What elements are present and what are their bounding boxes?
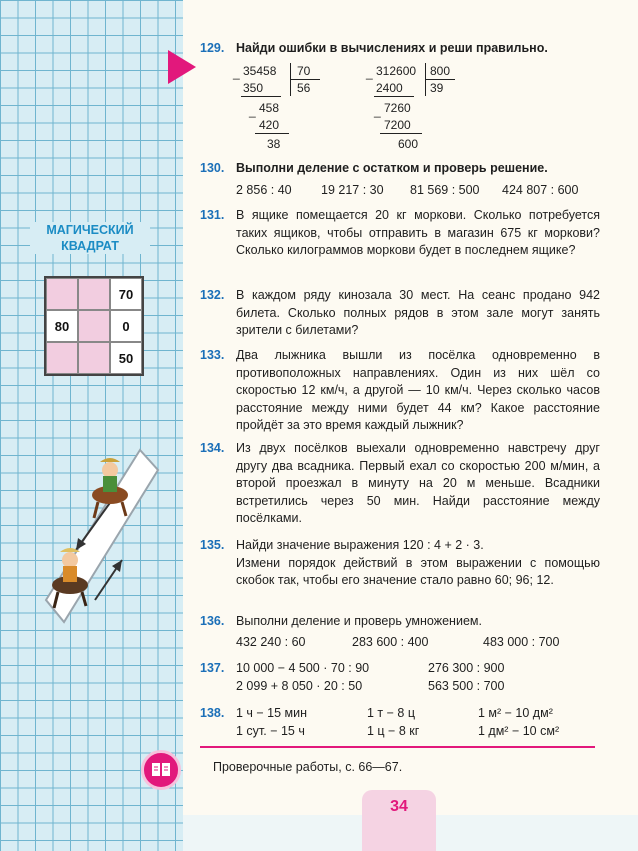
task-text: Найди ошибки в вычислениях и реши правильно. bbox=[236, 41, 548, 55]
divisor: 70 bbox=[297, 64, 311, 78]
book-icon bbox=[141, 750, 181, 790]
task-number: 136. bbox=[200, 614, 225, 628]
expression: 10 000 − 4 500 · 70 : 90 bbox=[236, 661, 370, 675]
expression: 19 217 : 30 bbox=[321, 183, 384, 197]
expression: 1 м² − 10 дм² bbox=[478, 706, 553, 720]
expression: 276 300 : 900 bbox=[428, 661, 505, 675]
expression: 1 дм² − 10 см² bbox=[478, 724, 560, 738]
expression: 1 т − 8 ц bbox=[367, 706, 415, 720]
remainder: 38 bbox=[267, 137, 281, 151]
page-number: 34 bbox=[390, 798, 408, 815]
quotient: 56 bbox=[297, 81, 311, 95]
dividend: 35458 bbox=[243, 64, 277, 78]
subtrahend: 2400 bbox=[376, 81, 403, 95]
magic-square-cell: 50 bbox=[110, 342, 142, 374]
task-number: 135. bbox=[200, 538, 225, 552]
pink-triangle-arrow-icon bbox=[168, 50, 196, 84]
magic-square-cell bbox=[46, 278, 78, 310]
task-text: Выполни деление и проверь умножением. bbox=[236, 614, 482, 628]
remainder: 7260 bbox=[384, 101, 411, 115]
expression: 2 099 + 8 050 · 20 : 50 bbox=[236, 679, 363, 693]
magic-square-cell: 80 bbox=[46, 310, 78, 342]
grid-margin bbox=[0, 0, 183, 851]
riders-illustration bbox=[40, 440, 160, 625]
task-text: Выполни деление с остатком и проверь решение. bbox=[236, 161, 548, 175]
expression: 1 ч − 15 мин bbox=[236, 706, 308, 720]
expression: 1 ц − 8 кг bbox=[367, 724, 420, 738]
task-text: В ящике помещается 20 кг моркови. Сколько потребуется таких ящиков, чтобы отправить в магазин 675 кг моркови? Сколько килограммов моркови будет в последнем ящике? bbox=[236, 208, 600, 257]
task-number: 133. bbox=[200, 348, 225, 362]
task-number: 131. bbox=[200, 208, 225, 222]
dividend: 312600 bbox=[376, 64, 417, 78]
task-number: 132. bbox=[200, 288, 225, 302]
magic-square-cell bbox=[78, 278, 110, 310]
subtrahend: 350 bbox=[243, 81, 264, 95]
remainder: 600 bbox=[398, 137, 419, 151]
magic-square-cell bbox=[46, 342, 78, 374]
magic-square-cell bbox=[78, 342, 110, 374]
magic-square-title: МАГИЧЕСКИЙ КВАДРАТ bbox=[30, 222, 150, 254]
task-text: В каждом ряду кинозала 30 мест. На сеанс продано 942 билета. Сколько полных рядов в этом зале могут занять зрители с билетами? bbox=[236, 288, 600, 337]
quotient: 39 bbox=[430, 81, 444, 95]
task-text: Измени порядок действий в этом выражении с помощью скобок так, чтобы его значение стало равно 60; 96; 12. bbox=[236, 555, 600, 587]
task-text: Два лыжника вышли из посёлка одновременно в противоположных направлениях. Один из них шёл со скоростью 12 км/ч, а другой — 10 км/ч. Через сколько часов расстояние между ними будет 44 км? Какое расстояние пройдёт за это время каждый лыжник? bbox=[236, 348, 600, 432]
expression: 563 500 : 700 bbox=[428, 679, 505, 693]
long-division-2: _ 312600 800 2400 39 _ 7260 7200 600 bbox=[366, 63, 486, 158]
magic-square-cell bbox=[78, 310, 110, 342]
expression: 483 000 : 700 bbox=[483, 635, 560, 649]
expression: 283 600 : 400 bbox=[352, 635, 429, 649]
separator-line bbox=[200, 746, 595, 748]
task-number: 129. bbox=[200, 41, 225, 55]
expression: 424 807 : 600 bbox=[502, 183, 579, 197]
footer-text: Проверочные работы, с. 66—67. bbox=[213, 760, 403, 774]
task-number: 130. bbox=[200, 161, 225, 175]
expression: 2 856 : 40 bbox=[236, 183, 292, 197]
magic-square bbox=[44, 276, 144, 376]
task-text: Найди значение выражения 120 : 4 + 2 · 3. bbox=[236, 538, 484, 552]
expression: 432 240 : 60 bbox=[236, 635, 306, 649]
remainder: 458 bbox=[259, 101, 280, 115]
task-text: Из двух посёлков выехали одновременно навстречу друг другу два всадника. Первый ехал со скоростью 200 м/мин, а второй проезжал в минуту на 20 м меньше. Всадники встретились через 50 мин. Найди расстояние между посёлками. bbox=[236, 441, 600, 525]
expression: 1 сут. − 15 ч bbox=[236, 724, 305, 738]
long-division-1: _ 35458 70 350 56 _ 458 420 38 bbox=[233, 63, 343, 158]
subtrahend: 7200 bbox=[384, 118, 411, 132]
subtrahend: 420 bbox=[259, 118, 280, 132]
expression: 81 569 : 500 bbox=[410, 183, 480, 197]
magic-square-cell: 0 bbox=[110, 310, 142, 342]
task-number: 134. bbox=[200, 441, 225, 455]
task-number: 138. bbox=[200, 706, 225, 720]
magic-square-cell: 70 bbox=[110, 278, 142, 310]
task-number: 137. bbox=[200, 661, 225, 675]
divisor: 800 bbox=[430, 64, 451, 78]
